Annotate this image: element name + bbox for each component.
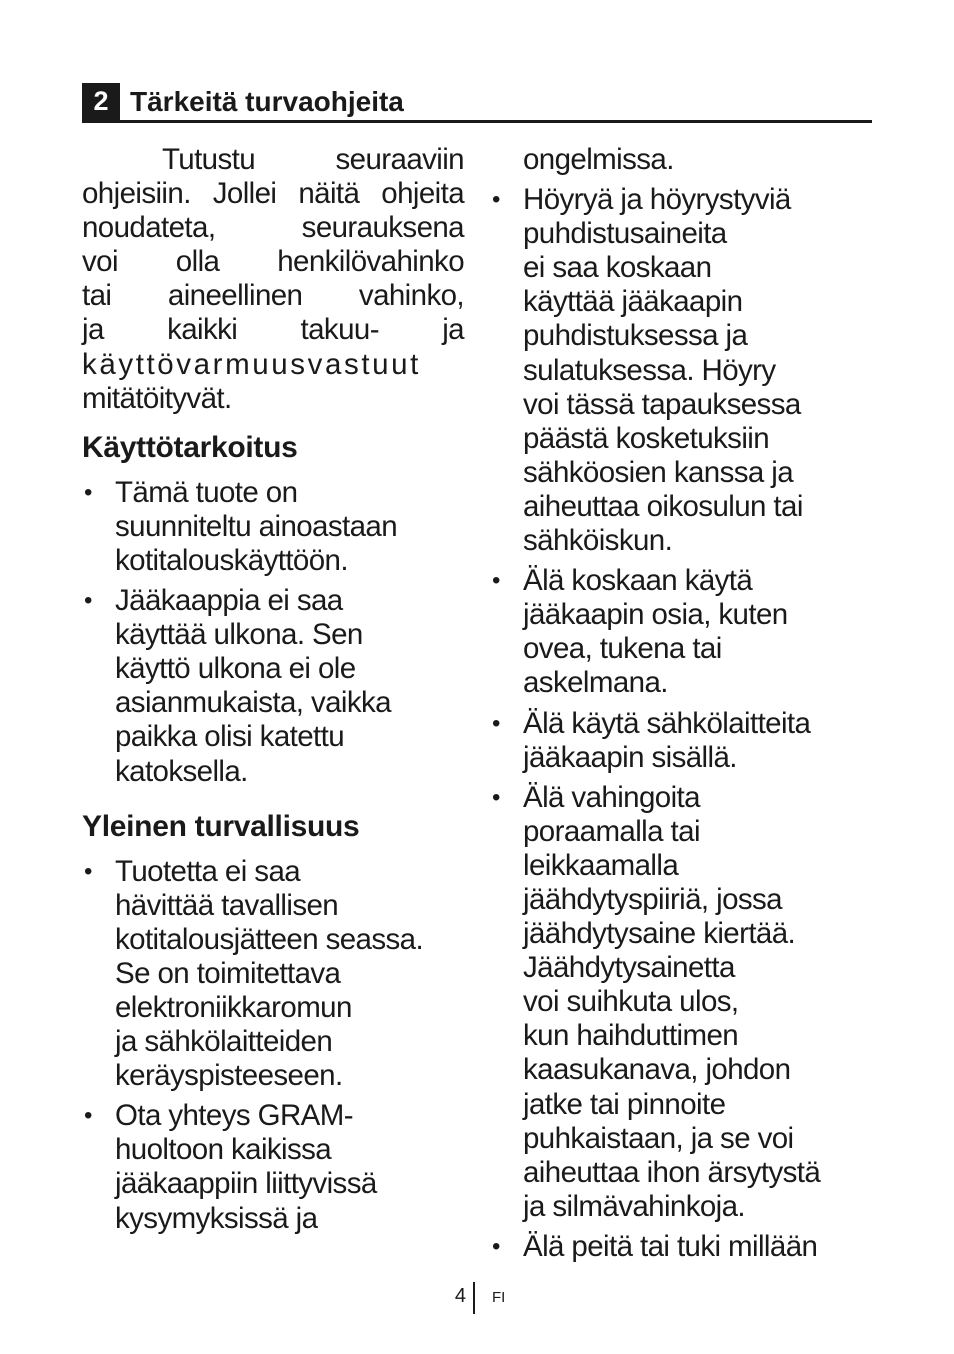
list-item-text: Älä peitä tai tuki millään (523, 1229, 818, 1263)
purpose-list (82, 476, 464, 789)
list-item-text: Tämä tuote on suunniteltu ainoastaan kotitalouskäyttöön. (115, 475, 398, 577)
list-item-text: Älä koskaan käytä jääkaapin osia, kuten ovea, tukena tai askelmana. (523, 564, 788, 700)
page-number: 4 (454, 1285, 466, 1307)
language-code: FI (492, 1289, 506, 1306)
bullet-icon: • (84, 478, 92, 506)
footer-divider (473, 1282, 475, 1314)
intro-paragraph (82, 143, 464, 416)
heading-purpose: Käyttötarkoitus (82, 430, 298, 464)
intro-line: Tutustu seuraaviin (82, 143, 464, 176)
right-column (490, 143, 870, 1270)
bullet-icon: • (492, 186, 500, 214)
bullet-icon: • (492, 783, 500, 811)
list-item (82, 476, 464, 578)
list-item-text: Ota yhteys GRAM- huoltoon kaikissa jääkaappiin liittyvissä kysymyksissä ja (115, 1099, 377, 1235)
list-item (82, 584, 464, 789)
section-title: Tärkeitä turvaohjeita (130, 86, 404, 117)
bullet-icon: • (492, 567, 500, 595)
list-item-text: Höyryä ja höyrystyviä puhdistusaineita ei saa koskaan käyttää jääkaapin puhdistuksessa ja sulatuksessa. Höyry voi tässä tapauksessa päästä kosketuksiin sähköosien kanssa ja aiheuttaa oikosulun tai sähköiskun. (523, 183, 803, 558)
safety-list (82, 855, 464, 1236)
bullet-icon: • (84, 587, 92, 615)
list-item (490, 781, 870, 1224)
intro-line: noudateta, seurauksena (82, 211, 464, 245)
list-item-text: Älä vahingoita poraamalla tai leikkaamalla jäähdytyspiiriä, jossa jäähdytysaine kiertää. Jäähdytysainetta voi suihkuta ulos, kun haihduttimen kaasukanava, johdon jatke tai pinnoite puhkaistaan, ja se voi aiheuttaa ihon ärsytystä ja silmävahinkoja. (523, 780, 821, 1223)
bullet-icon: • (492, 709, 500, 737)
intro-line: käyttövarmuusvastuut (82, 347, 421, 381)
intro-line: mitätöityvät. (82, 381, 232, 415)
list-item (490, 564, 870, 700)
left-column (82, 143, 464, 1242)
list-item-text: Älä käytä sähkölaitteita jääkaapin sisällä. (523, 706, 811, 774)
bullet-icon: • (84, 1102, 92, 1130)
bullet-icon: • (492, 1232, 500, 1260)
intro-line: ja kaikki takuu- ja (82, 313, 464, 347)
section-number-badge: 2 (82, 83, 120, 120)
list-item (490, 1230, 870, 1264)
continuation-text: ongelmissa. (523, 143, 674, 176)
section-header (82, 83, 872, 123)
list-item (82, 855, 464, 1094)
intro-line: ohjeisiin. Jollei näitä ohjeita (82, 177, 464, 211)
safety-list-continued (490, 183, 870, 1264)
intro-line: voi olla henkilövahinko (82, 245, 464, 279)
page-footer (0, 1284, 954, 1314)
list-item-text: Jääkaappia ei saa käyttää ulkona. Sen käyttö ulkona ei ole asianmukaista, vaikka paikka olisi katettu katoksella. (115, 584, 391, 788)
list-item (82, 1099, 464, 1235)
heading-safety: Yleinen turvallisuus (82, 809, 360, 843)
list-item (490, 183, 870, 558)
list-item-text: Tuotetta ei saa hävittää tavallisen kotitalousjätteen seassa. Se on toimitettava elektroniikkaromun ja sähkölaitteiden keräyspisteeseen. (115, 854, 424, 1093)
intro-line: tai aineellinen vahinko, (82, 279, 464, 313)
bullet-icon: • (84, 857, 92, 885)
list-item (490, 707, 870, 775)
